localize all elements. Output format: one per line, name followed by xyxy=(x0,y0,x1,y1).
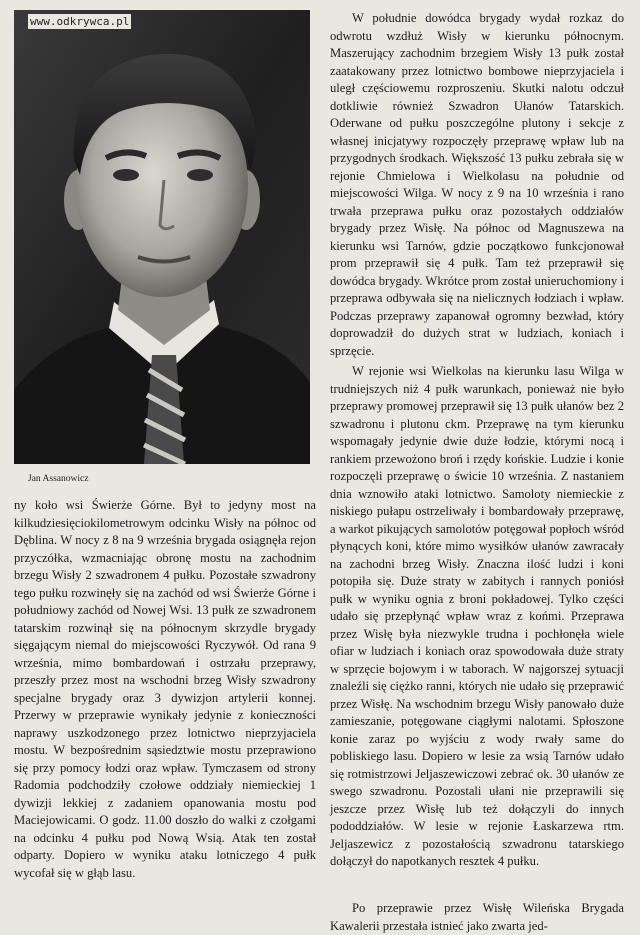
right-column-paragraph-1-block xyxy=(330,10,624,360)
left-paragraph-1: ny koło wsi Świerże Górne. Był to jedyny most na kilkudziesięciokilometrowym odcinku Wisły na północ od Dęblina. W nocy z 8 na 9 września brygada osiągnęła rejon przyczółka, wzmacniając obronę mostu na zachodnim brzegu Wisły 2 szwadronem 4 pułku. Pozostałe szwadrony tego pułku rozwinęły się na zachód od wsi Świerże Górne i południowy zachód od Nowej Wsi. 13 pułk ze szwadronem tatarskim rozwinął się na północnym skrzydle brygady sięgającym niemal do miejscowości Ryczywół. Od rana 9 września, mimo bombardowań i ostrzału przeprawy, przeszły przez most na wschodni brzeg Wisły szwadrony specjalne brygady oraz 3 dywizjon artylerii konnej. Przerwy w przeprawie wynikały jedynie z konieczności naprawy uszkodzonego przez lotnictwo nieprzyjaciela mostu. W bezpośrednim sąsiedztwie mostu przeprawiono się przy pomocy łodzi oraz wpław. Tymczasem od strony Radomia podchodziły czołowe oddziały niemieckiej 1 dywizji lekkiej z zadaniem opanowania mostu pod Maciejowicami. O godz. 11.00 doszło do walki z czołgami na odcinku 4 pułku pod Nową Wsią. Atak ten został odparty. Dopiero w wyniku ataku lotniczego 4 pułk wycofał się w głąb lasu. xyxy=(14,498,316,880)
left-column xyxy=(14,497,316,882)
watermark: www.odkrywca.pl xyxy=(30,15,130,28)
right-paragraph-2: W rejonie wsi Wielkolas na kierunku lasu Wilga w trudniejszych niż 4 pułk warunkach, ponieważ nie było przeprawy promowej przeprawił się 13 pułk ułanów bez 2 szwadronu i plutonu ckm. Przeprawę na tym kierunku wspomagały jedynie dwie duże łodzie, którymi nocą i rankiem przewożono broń i rzędy końskie. Ludzie i konie rozpoczęli przeprawę o świcie 10 września. Z nastaniem dnia wznowiło ataki lotnictwo. Samoloty niemieckie z niskiego pułapu ostrzeliwały i bombardowały przeprawę, a warkot pikujących samolotów potęgował popłoch wśród płynących koni, które mimo wysiłków ułanów zawracały na zachodni brzeg Wisły. Znaczna ilość ludzi i koni potopiła się. Duże straty w zabitych i rannych poniósł pułk w wyniku ognia z broni pokładowej. Tylko części udało się przepłynąć wpław wraz z końmi. Przeprawa przez Wisłę była niezwykle trudna i pochłonęła wiele ofiar w ludziach i koniach oraz spowodowała duże straty w sprzęcie bojowym i w taborach. W najgorszej sytuacji znaleźli się ciężko ranni, których nie udało się przeprawić przez Wisłę. Na wschodnim brzegu Wisły panowało duże zamieszanie, potęgowane ciągłymi nalotami. Spłoszone konie zaraz po wyjściu z wody rwały same do pobliskiego lasu. Dopiero w lesie za wsią Tarnów udało się rotmistrzowi Jeljaszewiczowi zebrać ok. 30 ułanów ze swego szwadronu. Pozostali ułani nie przeprawili się jeszcze przez Wisłę lub też dołączyli do innych pododdziałów. W lesie w rejonie Łaskarzewa rtm. Jeljaszewicz z pozostałością szwadronu tatarskiego dołączył do napotkanych resztek 4 pułku. xyxy=(330,364,624,868)
portrait-image xyxy=(14,10,310,464)
portrait-photo xyxy=(14,10,310,464)
right-column-paragraph-3-block xyxy=(330,900,624,935)
right-paragraph-3: Po przeprawie przez Wisłę Wileńska Brygada Kawalerii przestała istnieć jako zwarta jed- xyxy=(330,901,624,933)
right-column-paragraph-2-block xyxy=(330,363,624,871)
right-paragraph-1: W południe dowódca brygady wydał rozkaz do odwrotu wzdłuż Wisły w kierunku północnym. Maszerujący zachodnim brzegiem Wisły 13 pułk został zaatakowany przez lotnictwo bombowe nieprzyjaciela i uległ częściowemu rozproszeniu. Skutki nalotu odczuł dotkliwie również Szwadron Ułanów Tatarskich. Oderwane od pułku poszczególne plutony i sekcje z własnej inicjatywy rozpoczęły przeprawę wpław lub na przygodnych środkach. Większość 13 pułku zebrała się w rejonie Chmielowa i Wielkolasu na południe od miejscowości Wilga. W nocy z 9 na 10 września i rano trwała przeprawa pułku oraz pozostałych oddziałów brygady przez Wisłę. Na północ od Magnuszewa na kierunku wsi Tarnów, gdzie początkowo funkcjonował prom przeprawił się 4 pułk. Tam też przeprawił się dowódca brygady. Wkrótce prom został unieruchomiony i przeprawa odbywała się na nielicznych łodziach i wpław. Podczas przeprawy zapanował ogromny bezwład, który doprowadził do dużych strat w ludziach, koniach i sprzęcie. xyxy=(330,11,624,358)
photo-caption: Jan Assanowicz xyxy=(28,474,89,484)
